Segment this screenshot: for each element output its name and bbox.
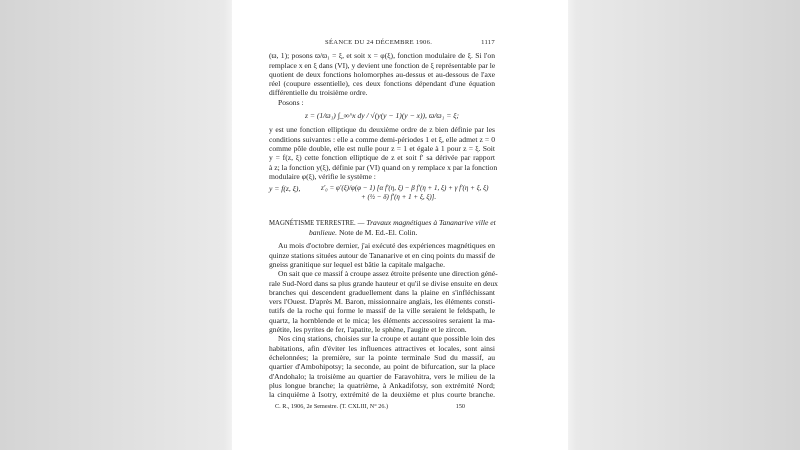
text-line: tutifs de la roche qui forme le massif de la ville seraient le feldspath, le xyxy=(269,306,495,316)
text-line: quartier d'Ambohipotsy; la seconde, au point de bifurcation, sur la place xyxy=(269,362,495,372)
text-line: la cinquième à Isotry, extrémité de la deuxième et plus courte branche. xyxy=(269,390,495,400)
text-line: y est une fonction elliptique du deuxième ordre de z bien définie par les xyxy=(269,125,495,135)
page-number: 1117 xyxy=(481,39,495,46)
text-line: branches qui descendent graduellement dans la plaine en s'infléchissant xyxy=(269,287,495,297)
paragraph-3 xyxy=(269,241,495,269)
text-line: quotient de deux fonctions holomorphes au-dessus et au-dessous de l'axe xyxy=(269,69,495,79)
text-line: gneiss granitique sur lequel est bâtie la capitale malgache. xyxy=(269,259,446,269)
section-author: Note de M. Ed.-El. Colin. xyxy=(337,228,418,238)
header-title: SÉANCE DU 24 DÉCEMBRE 1906. xyxy=(325,39,433,46)
formula-line: z′₀ = φ′(ξ)/φ(φ − 1) [α f′(η, ξ) − β f′(η + 1, ξ) + γ f′(η + ξ, ξ) xyxy=(321,184,489,193)
page-footer xyxy=(269,402,495,411)
text-line: gnétite, les pyrites de fer, l'apatite, le sphène, l'augite et le zircon. xyxy=(269,325,467,335)
footer-signature: 150 xyxy=(455,403,465,411)
formula-line: + (½ − δ) f′(η + 1 + ξ, ξ)]. xyxy=(361,193,437,202)
text-line: remplace x en ξ dans (VI), y devient une fonction de ξ représentable par le xyxy=(269,60,496,70)
text-line: modulaire φ(ξ), vérifie le système : xyxy=(269,171,376,181)
text-line: différentielle du troisième ordre. xyxy=(269,88,368,98)
page-content xyxy=(269,38,498,412)
section-title: — Travaux magnétiques à Tananarive ville et xyxy=(355,217,496,227)
text-line: plus longue branche; la quatrième, à Ankadifotsy, son extrémité Nord; xyxy=(269,380,495,390)
text-line: conditions suivantes : elle a comme demi-périodes 1 et ξ, elle admet z = 0 xyxy=(269,134,495,144)
text-line: à z; la fonction y(ξ), définie par (VI) quand on y remplace x par la fonction xyxy=(269,162,498,172)
section-heading xyxy=(269,218,495,238)
section-title-cont: banlieue. xyxy=(309,228,338,238)
text-line: habitations, afin d'éviter les influences attractives et locales, sont ainsi xyxy=(269,343,495,353)
text-line: échelonnées; la première, sur la pointe terminale Sud du massif, au xyxy=(269,352,495,362)
paragraph-5 xyxy=(269,334,495,399)
text-line: d'Andohalo; la troisième au quartier de Faravohitra, vers le milieu de la xyxy=(269,371,495,381)
text-line: Nos cinq stations, choisies sur la croupe et autant que possible loin des xyxy=(278,334,495,344)
text-line: y = f(z, ξ) cette fonction elliptique de z et soit f′ sa dérivée par rapport xyxy=(269,153,495,163)
text-line: On sait que ce massif à croupe assez étroite présente une direction géné- xyxy=(278,269,498,279)
paragraph-1 xyxy=(269,51,495,97)
text-line: (ϖ, 1); posons ϖ/ϖ₁ = ξ, et soit x = φ(ξ), fonction modulaire de ξ. Si l'on xyxy=(269,51,495,61)
text-line: rale Sud-Nord dans sa plus grande hauteur et qu'il se divise ensuite en deux xyxy=(269,278,498,288)
text-line: Au mois d'octobre dernier, j'ai exécuté des expériences magnétiques en xyxy=(278,241,495,251)
formula-system xyxy=(269,184,495,203)
text-line: quinze stations situées autour de Tananarive et en cinq points du massif de xyxy=(269,250,495,260)
text-line: réel (coupure essentielle), ces deux fonctions dépendant d'une équation xyxy=(269,79,495,89)
text-line: vers l'Ouest. D'après M. Baron, missionnaire anglais, les éléments consti- xyxy=(269,297,495,307)
footer-citation: C. R., 1906, 2e Semestre. (T. CXLIII, N° 26.) xyxy=(275,403,389,411)
posons-label: Posons : xyxy=(278,97,304,107)
document-page xyxy=(232,0,568,450)
section-topic: MAGNÉTISME TERRESTRE. xyxy=(269,219,356,227)
paragraph-2 xyxy=(269,125,498,181)
running-header xyxy=(269,38,495,47)
text-line: quartz, la hornblende et le mica; les éléments accessoires seraient la ma- xyxy=(269,315,495,325)
formula-left: y = f(z, ξ), xyxy=(269,184,301,194)
paragraph-4 xyxy=(269,269,498,335)
text-line: comme pôle double, elle est nulle pour z = 1 et égale à 1 pour z = ξ. Soit xyxy=(269,143,495,153)
formula-integral: z = (1/ϖ₁) ∫_∞^x dy / √(y(y − 1)(y − x)), ϖ/ϖ₁ = ξ; xyxy=(304,111,459,121)
